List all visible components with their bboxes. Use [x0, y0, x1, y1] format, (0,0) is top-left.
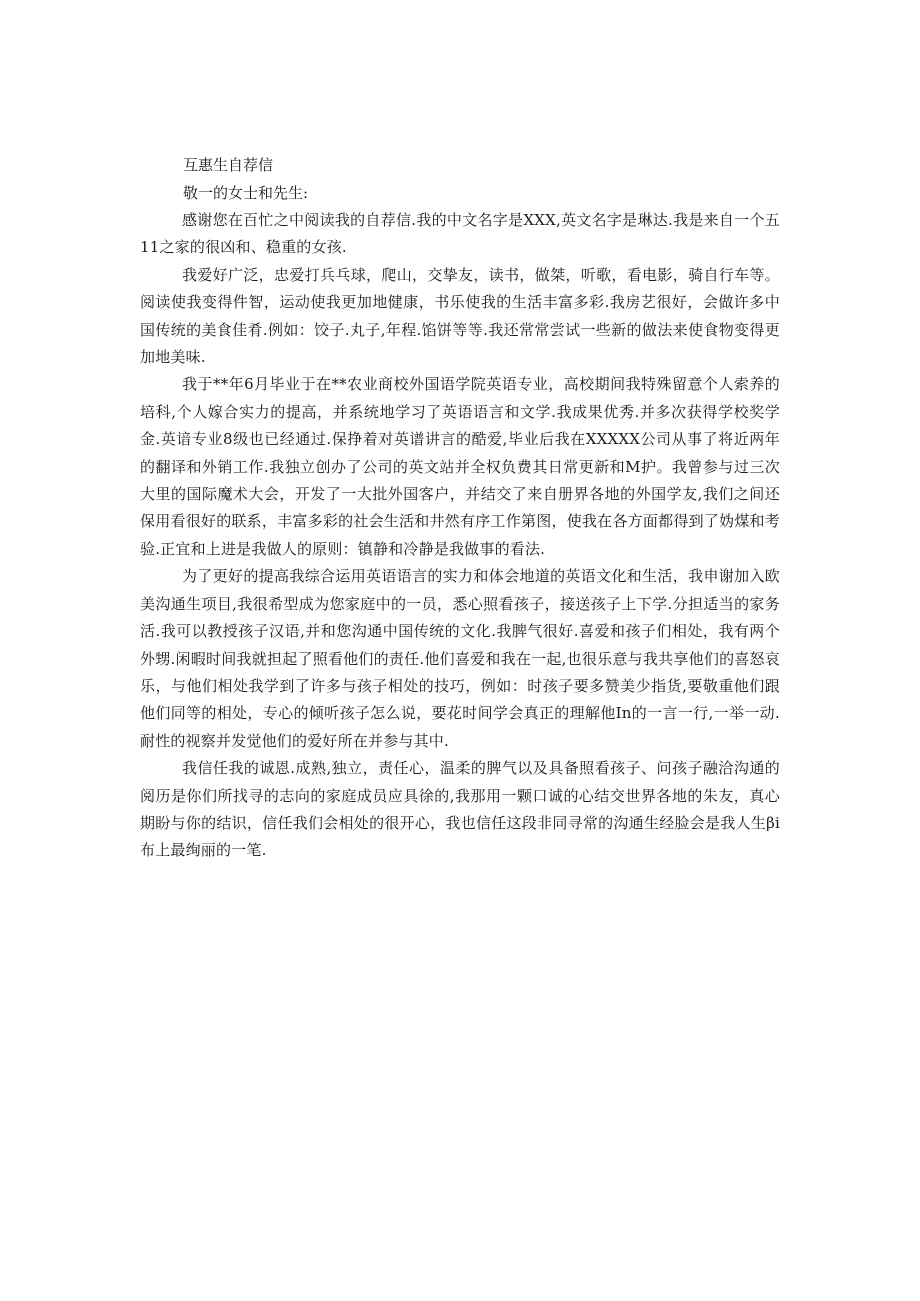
paragraph-intro: 感谢您在百忙之中阅读我的自荐信.我的中文名字是XXX,英文名字是琳达.我是来自一个五11之家的很凶和、稳重的女孩.	[140, 211, 780, 257]
letter-body	[140, 151, 780, 865]
letter-salutation: 敬一的女士和先生:	[183, 184, 309, 202]
paragraph-motivation: 为了更好的提高我综合运用英语语言的实力和体会地道的英语文化和生活，我申谢加入欧美沟通生项目,我很希型成为您家庭中的一员，悉心照看孩子，接送孩子上下学.分担适当的家务活.我可以教授孩子汉语,并和您沟通中国传统的文化.我脾气很好.喜爱和孩子们相处，我有两个外甥.闲暇时间我就担起了照看他们的责任.他们喜爱和我在一起,也很乐意与我共享他们的喜怒哀乐，与他们相处我学到了许多与孩子相处的技巧，例如：时孩子要多赞美少指货,要敬重他们跟他们同等的相处，专心的倾听孩子怎么说，要花时间学会真正的理解他In的一言一行,一举一动.耐性的视察并发觉他们的爱好所在并参与其中.	[140, 567, 780, 750]
letter-title: 互惠生自荐信	[183, 156, 274, 174]
paragraph-hobbies: 我爱好广泛，忠爱打兵乓球，爬山，交挚友，读书，做桀，听歌，看电影，骑自行车等。阅读使我变得件智，运动使我更加地健康，书乐使我的生活丰富多彩.我房艺很好，会做许多中国传统的美食佳肴.例如：饺子.丸子,年程.馅饼等等.我还常常尝试一些新的做法来使食物变得更加地美味.	[140, 265, 780, 367]
paragraph-closing: 我信任我的诚恩.成熟,独立，责任心，温柔的脾气以及具备照看孩子、问孩子融洽沟通的阅历是你们所找寻的志向的家庭成员应具徐的,我那用一颗口诚的心结交世界各地的朱友，真心期盼与你的结识，信任我们会相处的很开心，我也信任这段非同寻常的沟通生经脸会是我人生βi布上最绚丽的一笔.	[140, 759, 780, 860]
paragraph-education: 我于**年6月毕业于在**农业商校外国语学院英语专业，高校期间我特殊留意个人索养的培科,个人嫁合实力的提高，并系统地学习了英语语言和文学.我成果优秀.并多次获得学校奖学金.英谙专业8级也已经通过.保挣着对英谱讲言的酷爱,毕业后我在XXXXX公司从事了将近两年的翻译和外销工作.我独立创办了公司的英文站并全权负费其日常更新和M护。我曾参与过三次大里的国际魔术大会，开发了一大批外国客户，并结交了来自册界各地的外国学友,我们之间还保用看很好的联系，丰富多彩的社会生活和井然有序工作第图，使我在各方面都得到了妫煤和考验.正宜和上进是我做人的原则：镇静和冷静是我做事的看法.	[140, 375, 780, 558]
